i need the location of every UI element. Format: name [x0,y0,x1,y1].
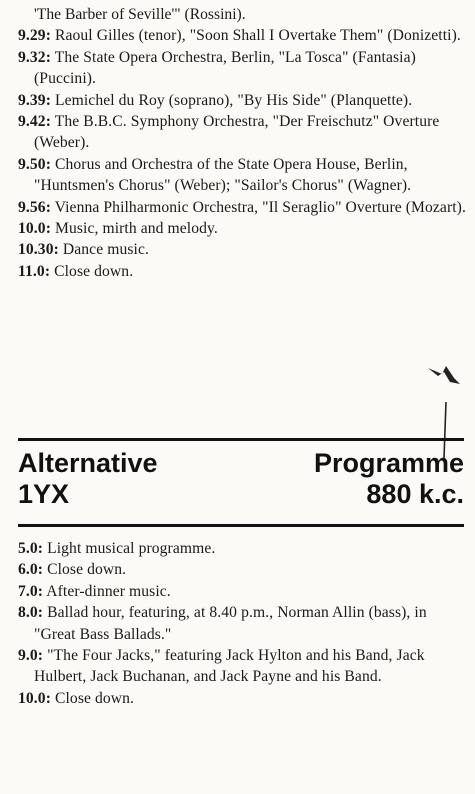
banner-bottom-rule [18,524,464,527]
alternative-programme-banner [18,448,464,510]
entry-text: "The Four Jacks," featuring Jack Hylton and his Band, Jack Hulbert, Jack Buchanan, and Jack Payne and his Band. [34,647,425,686]
alternative-programme-list [18,538,466,709]
list-item [18,197,466,218]
entry-text: Close down. [54,262,134,280]
list-item [18,602,466,645]
entry-time: 9.42: [18,113,51,131]
entry-time: 9.0: [18,647,44,665]
banner-title-left: Alternative [18,448,158,478]
list-item [18,90,466,111]
list-item [18,688,466,709]
entry-time: 9.39: [18,91,51,109]
station-call-sign: 1YX [18,479,70,509]
list-item [18,581,466,602]
ink-smudge-icon [424,362,464,392]
entry-time: 9.50: [18,155,51,173]
entry-text: Close down. [54,689,135,707]
entry-time: 10.30: [18,241,59,259]
entry-time: 8.0: [18,604,44,622]
entry-text: Raoul Gilles (tenor), "Soon Shall I Overtake Them" (Donizetti). [54,27,461,45]
entry-text: The State Opera Orchestra, Berlin, "La Tosca" (Fantasia) (Puccini). [34,48,416,88]
entry-text: Chorus and Orchestra of the State Opera House, Berlin, "Huntsmen's Chorus" (Weber); "Sailor's Chorus" (Wagner). [34,155,412,195]
list-item [18,47,466,90]
entry-time: 10.0: [18,689,51,707]
entry-text: Ballad hour, featuring, at 8.40 p.m., Norman Allin (bass), in "Great Bass Ballads." [34,604,427,643]
list-item [18,25,466,46]
entry-time: 10.0: [18,220,51,238]
top-programme-list [18,4,466,282]
list-item [18,538,466,559]
list-item [18,218,466,239]
station-frequency: 880 k.c. [366,479,464,509]
entry-time: 7.0: [18,582,44,600]
entry-text: The B.B.C. Symphony Orchestra, "Der Freischutz" Overture (Weber). [34,113,440,152]
list-item [18,111,466,154]
continuation-line: 'The Barber of Seville'" (Rossini). [34,6,246,23]
entry-time: 9.29: [18,27,51,45]
entry-text: Music, mirth and melody. [54,220,218,238]
entry-time: 9.56: [18,198,51,216]
entry-text: Vienna Philharmonic Orchestra, "Il Seraglio" Overture (Mozart). [54,198,466,216]
entry-text: After-dinner music. [46,582,171,600]
list-item [18,261,466,282]
banner-top-rule [18,438,464,441]
list-item [18,239,466,260]
entry-text: Lemichel du Roy (soprano), "By His Side" (Planquette). [54,91,413,109]
banner-title-right: Programme [313,448,464,478]
entry-time: 5.0: [18,540,44,557]
list-item [18,559,466,580]
entry-text: Close down. [47,561,127,579]
list-item [18,645,466,688]
entry-time: 9.32: [18,48,51,66]
entry-text: Light musical programme. [47,540,216,557]
entry-text: Dance music. [62,241,149,259]
entry-time: 11.0: [18,262,51,280]
entry-time: 6.0: [18,561,44,579]
list-item [18,154,466,197]
